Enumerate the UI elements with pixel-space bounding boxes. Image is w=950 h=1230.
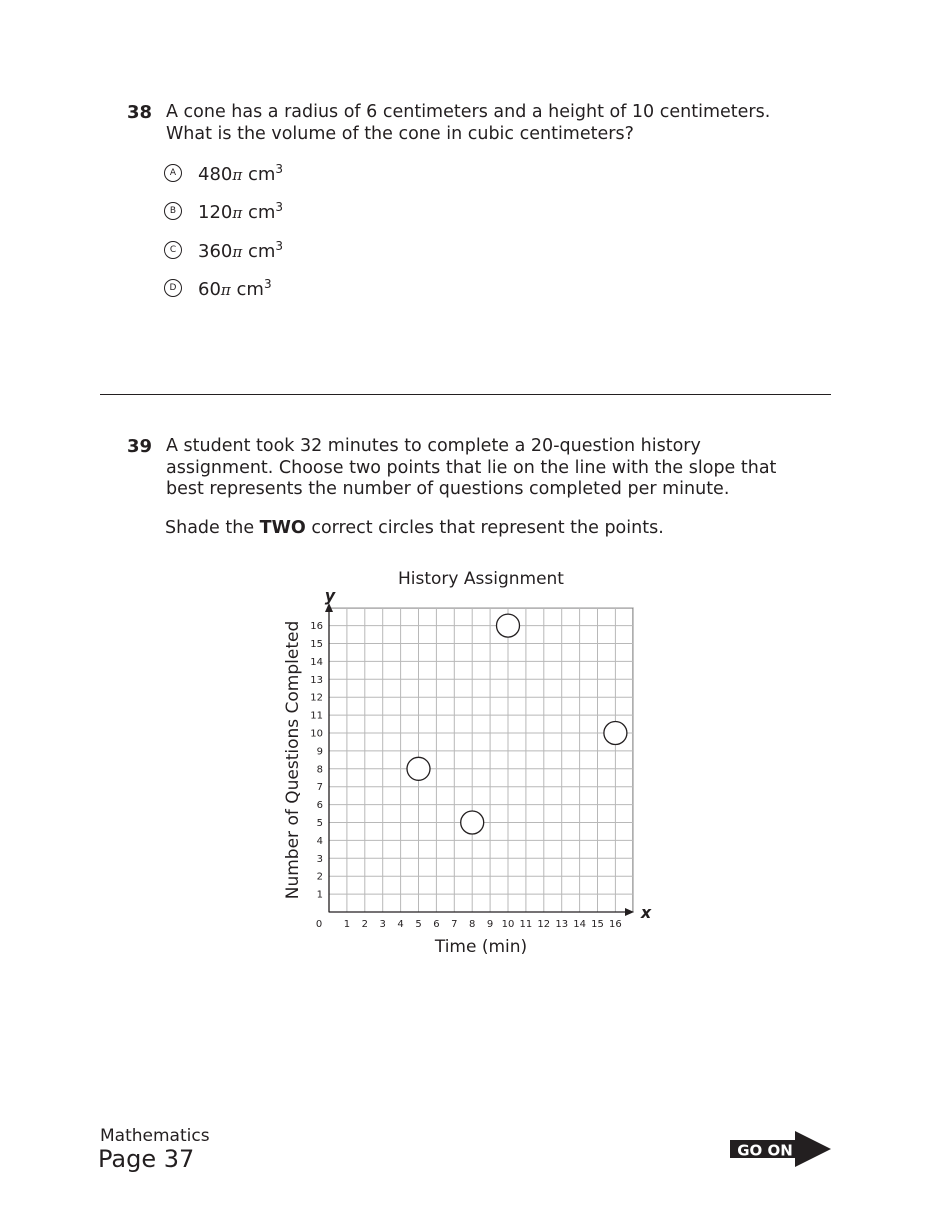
choice-d-text: 60π $cm^3$ [198, 276, 272, 300]
question-39-instruction: Shade the TWO correct circles that represent the points. [165, 518, 664, 538]
question-39-line: A student took 32 minutes to complete a 20-question history [166, 436, 701, 456]
y-tick-label: 2 [316, 871, 323, 883]
x-tick-label: 12 [537, 919, 551, 930]
x-tick-label: 14 [573, 919, 586, 930]
y-tick-label: 9 [316, 746, 323, 758]
x-tick-label: 11 [519, 919, 533, 930]
choice-c-text: 360π $cm^3$ [198, 238, 284, 262]
y-tick-label: 8 [316, 764, 323, 776]
x-tick-label: 4 [397, 919, 404, 930]
chart-title: History Assignment [398, 569, 564, 589]
question-39-line: best represents the number of questions completed per minute. [166, 479, 730, 499]
x-tick-label: 2 [361, 919, 368, 930]
y-tick-label: 16 [310, 621, 323, 633]
x-tick-label: 1 [343, 919, 351, 930]
y-tick-label: 15 [310, 639, 323, 650]
question-39-number: 39 [127, 436, 153, 457]
axes [325, 603, 634, 916]
y-tick-label: 11 [310, 710, 323, 722]
y-tick-label: 7 [316, 782, 323, 794]
y-tick-label: 10 [310, 728, 323, 740]
choice-b-text: 120π $cm^3$ [198, 199, 284, 223]
y-tick-label: 1 [316, 889, 323, 901]
y-tick-labels [310, 621, 323, 901]
x-tick-label: 13 [555, 919, 569, 930]
answer-circle[interactable] [604, 722, 627, 745]
go-on-label: GO ON [737, 1141, 793, 1160]
y-tick-label: 4 [316, 835, 323, 847]
grid-lines [329, 608, 633, 912]
x-tick-labels [344, 919, 622, 930]
answer-circle[interactable] [461, 811, 484, 834]
x-tick-label: 15 [591, 919, 604, 930]
go-on-arrow-icon [730, 1131, 832, 1167]
question-39-line: assignment. Choose two points that lie on the line with the slope that [166, 457, 777, 478]
x-tick-label: 6 [433, 919, 440, 930]
y-axis-label: Number of Questions Completed [283, 620, 303, 900]
question-38-line: A cone has a radius of 6 centimeters and a height of 10 centimeters. [166, 102, 771, 122]
question-38-number: 38 [127, 102, 153, 123]
answer-circles [407, 614, 627, 834]
y-tick-label: 6 [316, 800, 323, 812]
y-tick-label: 14 [310, 656, 323, 668]
x-tick-label: 10 [501, 919, 515, 930]
x-axis-label: Time (min) [434, 937, 528, 957]
y-axis-letter: y [324, 586, 336, 605]
x-tick-label: 7 [451, 919, 458, 930]
x-tick-label: 3 [379, 919, 386, 930]
y-tick-label: 12 [310, 692, 323, 704]
footer-subject: Mathematics [100, 1126, 210, 1146]
answer-circle[interactable] [407, 757, 430, 780]
footer-page-number: Page 37 [98, 1145, 195, 1173]
choice-b-bubble[interactable]: B [164, 202, 182, 220]
y-tick-label: 5 [316, 818, 323, 829]
choice-a-bubble[interactable]: A [164, 164, 182, 182]
y-tick-label: 3 [316, 853, 323, 865]
x-tick-label: 9 [486, 919, 494, 930]
x-tick-label: 16 [609, 919, 622, 930]
choice-d-bubble[interactable]: D [164, 279, 182, 297]
x-tick-label: 5 [415, 919, 422, 930]
origin-label: 0 [315, 919, 323, 930]
question-38-line: What is the volume of the cone in cubic centimeters? [166, 123, 634, 144]
plot-frame [329, 608, 633, 912]
choice-c-bubble[interactable]: C [164, 241, 182, 259]
choice-a-text: 480π $cm^3$ [198, 161, 284, 185]
y-tick-label: 13 [310, 674, 323, 686]
answer-circle[interactable] [497, 614, 520, 637]
x-axis-letter: x [640, 903, 652, 922]
x-tick-label: 8 [469, 919, 476, 930]
